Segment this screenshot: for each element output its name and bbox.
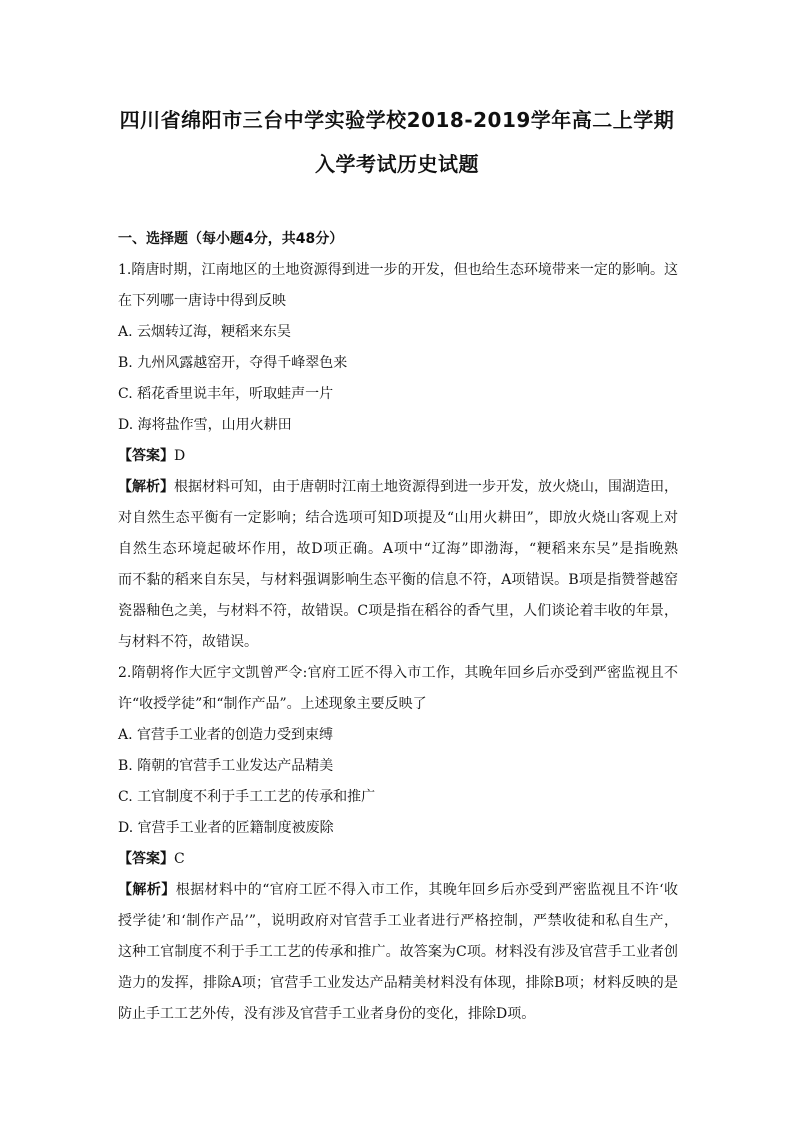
q1-analysis-line-3: 自然生态环境起破坏作用，故D项正确。A项中“辽海”即渤海，“粳稻来东吴”是指晚熟 — [118, 541, 678, 557]
document-title-line-1: 四川省绵阳市三台中学实验学校2018-2019学年高二上学期 — [119, 108, 675, 132]
q2-analysis-line-3: 这种工官制度不利于手工工艺的传承和推广。故答案为C项。材料没有涉及官营手工业者创 — [118, 944, 678, 960]
q1-answer-value: D — [174, 448, 186, 464]
q1-option-c: C. 稻花香里说丰年，听取蛙声一片 — [118, 386, 334, 402]
q1-analysis-line-1 — [118, 472, 678, 503]
q1-analysis-line-6: 与材料不符，故错误。 — [118, 634, 258, 650]
q2-option-a: A. 官营手工业者的创造力受到束缚 — [118, 727, 334, 743]
q2-analysis-line-4: 造力的发挥，排除A项；官营手工业发达产品精美材料没有体现，排除B项；材料反映的是 — [118, 975, 678, 991]
q2-option-d: D. 官营手工业者的匠籍制度被废除 — [118, 820, 334, 836]
q2-option-b: B. 隋朝的官营手工业发达产品精美 — [118, 758, 334, 774]
q1-option-b: B. 九州风露越窑开，夺得千峰翠色来 — [118, 355, 348, 371]
q1-analysis-tag: 【解析】 — [118, 479, 174, 495]
document-title-line-2: 入学考试历史试题 — [315, 152, 479, 176]
q1-analysis-text-1: 根据材料可知，由于唐朝时江南土地资源得到进一步开发，放火烧山，围湖造田， — [174, 479, 678, 495]
q2-option-c: C. 工官制度不利于手工工艺的传承和推广 — [118, 789, 376, 805]
q2-answer-tag: 【答案】 — [118, 851, 174, 867]
section-heading: 一、选择题（每小题4分，共48分） — [118, 231, 344, 247]
q1-stem-line-2: 在下列哪一唐诗中得到反映 — [118, 293, 286, 309]
exam-content — [118, 224, 678, 1030]
q2-answer-value: C — [174, 851, 185, 867]
q2-analysis-line-2: 授学徒’和‘制作产品’”，说明政府对官营手工业者进行严格控制，严禁收徒和私自生产， — [118, 913, 678, 929]
q1-analysis-line-5: 瓷器釉色之美，与材料不符，故错误。C项是指在稻谷的香气里，人们谈论着丰收的年景， — [118, 603, 678, 619]
q2-answer — [118, 844, 678, 875]
q2-analysis-text-1: 根据材料中的“官府工匠不得入市工作，其晚年回乡后亦受到严密监视且不许‘收 — [175, 882, 679, 898]
q1-option-a: A. 云烟转辽海，粳稻来东吴 — [118, 324, 292, 340]
q2-analysis-tag: 【解析】 — [118, 882, 176, 898]
q1-answer-tag: 【答案】 — [118, 448, 174, 464]
q2-analysis-line-1 — [118, 875, 678, 906]
q2-stem-line-1: 2.隋朝将作大匠宇文凯曾严令:官府工匠不得入市工作，其晚年回乡后亦受到严密监视且不 — [118, 665, 678, 681]
q1-answer — [118, 441, 678, 472]
q1-analysis-line-4: 而不黏的稻来自东吴，与材料强调影响生态平衡的信息不符，A项错误。B项是指赞誉越窑 — [118, 572, 678, 588]
q1-stem-line-1: 1.隋唐时期，江南地区的土地资源得到进一步的开发，但也给生态环境带来一定的影响。这 — [118, 262, 678, 278]
q1-option-d: D. 海将盐作雪，山用火耕田 — [118, 417, 292, 433]
q2-stem-line-2: 许“收授学徒”和“制作产品”。上述现象主要反映了 — [118, 696, 427, 712]
q2-analysis-line-5: 防止手工工艺外传，没有涉及官营手工业者身份的变化，排除D项。 — [118, 1006, 536, 1022]
q1-analysis-line-2: 对自然生态平衡有一定影响；结合选项可知D项提及“山用火耕田”，即放火烧山客观上对 — [118, 510, 678, 526]
